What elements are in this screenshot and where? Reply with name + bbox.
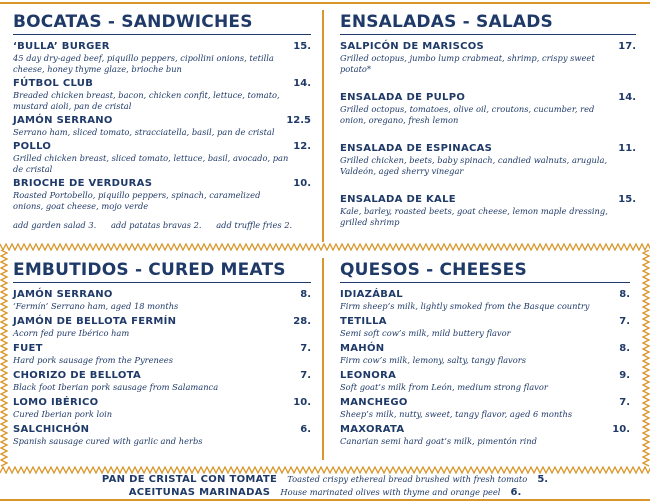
item-price: 10. bbox=[293, 397, 311, 408]
menu-item bbox=[13, 342, 311, 366]
item-description: Acorn fed pure Ibérico ham bbox=[13, 328, 130, 338]
item-name: ENSALADA DE KALE bbox=[340, 194, 456, 205]
item-description: Grilled octopus, tomatoes, olive oil, croutons, cucumber, red onion, oregano, fresh lemon bbox=[340, 104, 595, 125]
footer-item-description: Toasted crispy ethereal bread brushed with fresh tomato bbox=[287, 474, 528, 484]
addon-patatas-bravas: add patatas bravas 2. bbox=[110, 220, 202, 230]
item-price: 12. bbox=[293, 141, 311, 152]
item-price: 8. bbox=[300, 289, 311, 300]
item-description: Firm cow’s milk, lemony, salty, tangy flavors bbox=[340, 355, 526, 365]
menu-item bbox=[13, 40, 311, 75]
item-description: Black foot Iberian pork sausage from Salamanca bbox=[13, 382, 219, 392]
section-cheeses bbox=[340, 260, 630, 447]
item-price: 9. bbox=[619, 370, 630, 381]
item-description: Grilled octopus, jumbo lump crabmeat, shrimp, crispy sweet potato* bbox=[340, 53, 595, 74]
item-name: MAXORATA bbox=[340, 424, 405, 435]
item-name: POLLO bbox=[13, 141, 52, 152]
item-price: 8. bbox=[619, 289, 630, 300]
menu-item bbox=[13, 315, 311, 339]
footer-item-aceitunas bbox=[0, 483, 650, 499]
menu-item bbox=[340, 193, 636, 228]
item-name: MAHÓN bbox=[340, 343, 385, 354]
item-price: 15. bbox=[618, 194, 636, 205]
item-description: 45 day dry-aged beef, piquillo peppers, cipollini onions, tetilla cheese, honey thyme glaze, brioche bun bbox=[13, 53, 274, 74]
item-name: JAMÓN SERRANO bbox=[13, 115, 113, 126]
item-description: Roasted Portobello, piquillo peppers, spinach, caramelized onions, goat cheese, mojo verde bbox=[13, 190, 261, 211]
addons-line bbox=[13, 220, 311, 231]
footer-item-price: 6. bbox=[510, 487, 522, 498]
item-description: Canarian semi hard goat’s milk, pimentón rind bbox=[340, 436, 537, 446]
item-description: Serrano ham, sliced tomato, stracciatella, basil, pan de cristal bbox=[13, 127, 275, 137]
menu-item bbox=[340, 396, 630, 420]
section-title: ENSALADAS - SALADS bbox=[340, 12, 636, 35]
menu-item bbox=[340, 288, 630, 312]
item-price: 6. bbox=[300, 424, 311, 435]
bottom-border bbox=[0, 499, 650, 501]
item-price: 10. bbox=[612, 424, 630, 435]
item-name: BRIOCHE DE VERDURAS bbox=[13, 178, 153, 189]
item-name: ‘BULLA’ BURGER bbox=[13, 41, 110, 52]
item-price: 14. bbox=[618, 92, 636, 103]
section-title: BOCATAS - SANDWICHES bbox=[13, 12, 311, 35]
item-description: Breaded chicken breast, bacon, chicken confit, lettuce, tomato, mustard aioli, pan de cristal bbox=[13, 90, 280, 111]
item-name: SALCHICHÓN bbox=[13, 424, 90, 435]
section-title: EMBUTIDOS - CURED MEATS bbox=[13, 260, 311, 283]
menu-item bbox=[13, 77, 311, 112]
center-divider-bottom bbox=[322, 258, 324, 460]
item-name: MANCHEGO bbox=[340, 397, 408, 408]
item-price: 17. bbox=[618, 41, 636, 52]
item-price: 10. bbox=[293, 178, 311, 189]
section-sandwiches bbox=[13, 12, 311, 231]
section-title: QUESOS - CHEESES bbox=[340, 260, 630, 283]
item-name: LOMO IBÉRICO bbox=[13, 397, 99, 408]
item-name: JAMÓN SERRANO bbox=[13, 289, 113, 300]
item-description: ‘Fermín’ Serrano ham, aged 18 months bbox=[13, 301, 179, 311]
zigzag-border-left bbox=[0, 250, 8, 468]
item-description: Kale, barley, roasted beets, goat cheese, lemon maple dressing, grilled shrimp bbox=[340, 206, 608, 227]
menu-item bbox=[13, 369, 311, 393]
item-description: Firm sheep’s milk, lightly smoked from the Basque country bbox=[340, 301, 590, 311]
footer-item-name: PAN DE CRISTAL CON TOMATE bbox=[101, 474, 278, 485]
footer-item-description: House marinated olives with thyme and orange peel bbox=[280, 487, 501, 497]
item-price: 28. bbox=[293, 316, 311, 327]
menu-item bbox=[13, 177, 311, 212]
item-name: ENSALADA DE PULPO bbox=[340, 92, 466, 103]
item-description: Grilled chicken breast, sliced tomato, lettuce, basil, avocado, pan de cristal bbox=[13, 153, 289, 174]
item-price: 15. bbox=[293, 41, 311, 52]
item-description: Sheep’s milk, nutty, sweet, tangy flavor, aged 6 months bbox=[340, 409, 573, 419]
menu-item bbox=[13, 288, 311, 312]
item-price: 7. bbox=[619, 397, 630, 408]
menu-item bbox=[340, 369, 630, 393]
zigzag-border-right bbox=[642, 250, 650, 468]
menu-item bbox=[13, 423, 311, 447]
menu-item bbox=[13, 114, 311, 138]
menu-item bbox=[340, 423, 630, 447]
menu-item bbox=[340, 342, 630, 366]
item-name: CHORIZO DE BELLOTA bbox=[13, 370, 142, 381]
menu-item bbox=[340, 315, 630, 339]
item-name: TETILLA bbox=[340, 316, 387, 327]
zigzag-border-top bbox=[0, 243, 650, 251]
item-description: Semi soft cow’s milk, mild buttery flavor bbox=[340, 328, 511, 338]
item-name: LEONORA bbox=[340, 370, 397, 381]
center-divider-top bbox=[322, 10, 324, 242]
item-description: Soft goat’s milk from León, medium strong flavor bbox=[340, 382, 548, 392]
footer-item-name: ACEITUNAS MARINADAS bbox=[128, 487, 271, 498]
item-price: 7. bbox=[300, 343, 311, 354]
addon-garden-salad: add garden salad 3. bbox=[13, 220, 97, 230]
menu-item bbox=[340, 40, 636, 75]
item-description: Spanish sausage cured with garlic and herbs bbox=[13, 436, 203, 446]
top-border bbox=[0, 2, 650, 4]
addon-truffle-fries: add truffle fries 2. bbox=[216, 220, 293, 230]
item-price: 12.5 bbox=[286, 115, 311, 126]
item-price: 7. bbox=[300, 370, 311, 381]
item-price: 8. bbox=[619, 343, 630, 354]
item-name: ENSALADA DE ESPINACAS bbox=[340, 143, 493, 154]
item-name: IDIAZÁBAL bbox=[340, 289, 403, 300]
section-cured-meats bbox=[13, 260, 311, 447]
item-name: SALPICÓN DE MARISCOS bbox=[340, 41, 485, 52]
item-description: Hard pork sausage from the Pyrenees bbox=[13, 355, 173, 365]
item-name: FÚTBOL CLUB bbox=[13, 78, 94, 89]
section-salads bbox=[340, 12, 636, 228]
footer-item-price: 5. bbox=[537, 474, 549, 485]
item-price: 11. bbox=[618, 143, 636, 154]
item-description: Cured Iberian pork loin bbox=[13, 409, 113, 419]
item-name: JAMÓN DE BELLOTA FERMÍN bbox=[13, 316, 177, 327]
item-name: FUET bbox=[13, 343, 43, 354]
item-price: 7. bbox=[619, 316, 630, 327]
menu-item bbox=[13, 396, 311, 420]
item-description: Grilled chicken, beets, baby spinach, candied walnuts, arugula, Valdeón, aged sherry vinegar bbox=[340, 155, 608, 176]
menu-item bbox=[13, 140, 311, 175]
item-price: 14. bbox=[293, 78, 311, 89]
menu-item bbox=[340, 91, 636, 126]
menu-item bbox=[340, 142, 636, 177]
